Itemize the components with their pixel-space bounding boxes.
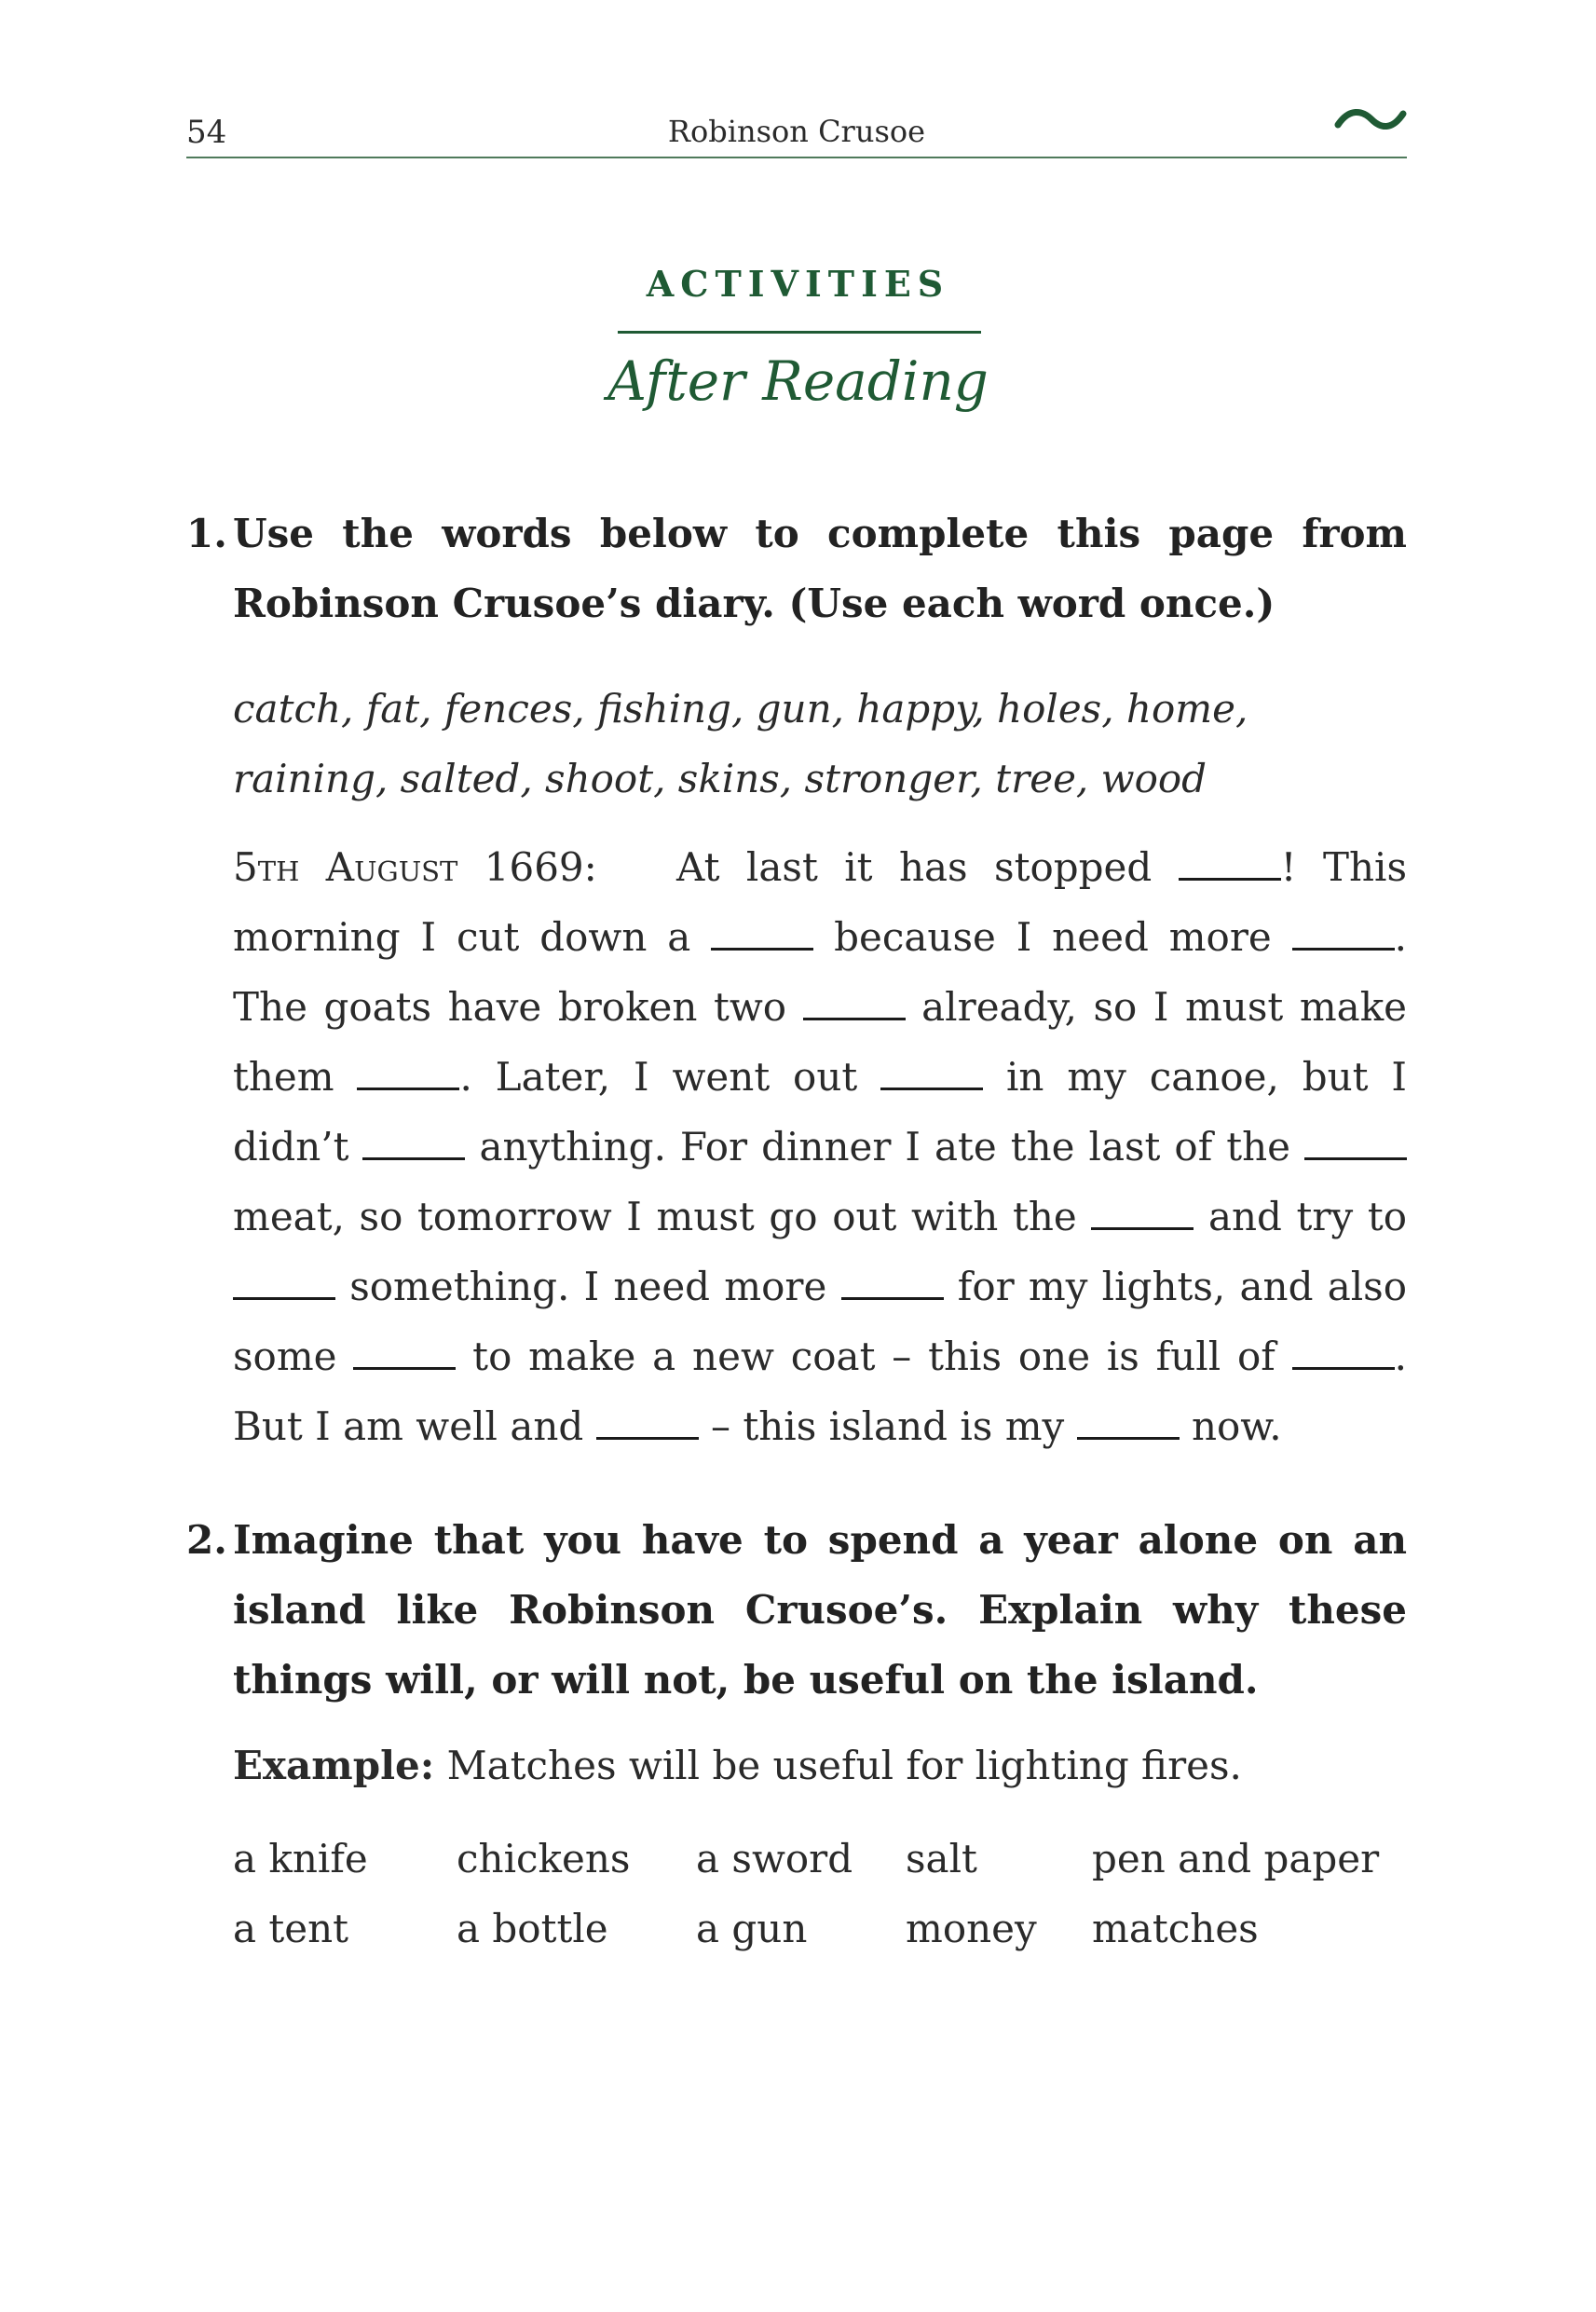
answer-blank[interactable]: [233, 1269, 335, 1300]
diary-text: already, so I must make them: [233, 984, 1407, 1100]
answer-blank[interactable]: [880, 1060, 983, 1090]
question-1-number: 1.: [186, 511, 227, 556]
answer-blank[interactable]: [711, 920, 813, 951]
diary-text: to make a new coat – this one is full of: [456, 1334, 1292, 1379]
answer-blank[interactable]: [1077, 1409, 1180, 1440]
diary-text: . The goats have broken two: [233, 914, 1407, 1030]
diary-text: something. I need more: [335, 1264, 841, 1309]
example-label: Example:: [233, 1743, 435, 1788]
diary-text: and try to: [1194, 1194, 1407, 1239]
example-text: Matches will be useful for lighting fires.: [434, 1743, 1242, 1788]
running-head: [186, 114, 1407, 157]
answer-blank[interactable]: [803, 990, 906, 1020]
items-row: [233, 1836, 1407, 1892]
diary-text: meat, so tomorrow I must go out with the: [233, 1194, 1092, 1239]
answer-blank[interactable]: [1292, 920, 1395, 951]
answer-blank[interactable]: [1091, 1199, 1194, 1230]
running-title: Robinson Crusoe: [667, 114, 926, 149]
answer-blank[interactable]: [1304, 1129, 1407, 1160]
answer-blank[interactable]: [357, 1060, 459, 1090]
item: a knife: [233, 1836, 368, 1881]
diary-text: . Later, I went out: [459, 1054, 881, 1100]
section-heading: ACTIVITIES: [646, 263, 950, 305]
diary-text: ! This morning I cut down a: [233, 844, 1408, 960]
tilde-ornament-icon: [1334, 104, 1407, 136]
diary-text: anything. For dinner I ate the last of the: [465, 1124, 1304, 1170]
word-bank: catch, fat, fences, fishing, gun, happy, holes, home, raining, salted, shoot, skins, stronger, tree, wood: [233, 686, 1248, 801]
question-2-instruction: Imagine that you have to spend a year alone on an island like Robinson Crusoe’s. Explain why these things will, or will not, be useful on the island.: [233, 1517, 1407, 1703]
item: a tent: [233, 1906, 349, 1951]
answer-blank[interactable]: [841, 1269, 944, 1300]
section-subheading: After Reading: [607, 349, 989, 413]
page-number: 54: [186, 114, 227, 151]
item: pen and paper: [1092, 1836, 1380, 1881]
answer-blank[interactable]: [362, 1129, 465, 1160]
heading-divider: [618, 331, 981, 334]
diary-passage: [233, 832, 1407, 1461]
question-2-number: 2.: [186, 1517, 227, 1563]
item: a sword: [696, 1836, 853, 1881]
item: chickens: [457, 1836, 631, 1881]
items-row: [233, 1906, 1407, 1962]
item: matches: [1092, 1906, 1259, 1951]
diary-text: in my canoe, but I didn’t: [233, 1054, 1407, 1170]
answer-blank[interactable]: [353, 1339, 456, 1370]
answer-blank[interactable]: [1292, 1339, 1395, 1370]
diary-date: 5th August 1669:: [233, 844, 597, 890]
answer-blank[interactable]: [1179, 850, 1281, 881]
diary-text: . But I am well and: [233, 1334, 1407, 1449]
question-1-instruction: Use the words below to complete this page from Robinson Crusoe’s diary. (Use each word once.): [233, 511, 1407, 626]
diary-text: for my lights, and also some: [233, 1264, 1408, 1379]
diary-text: At last it has stopped: [676, 844, 1179, 890]
diary-text: now.: [1179, 1403, 1282, 1449]
example-line: [233, 1743, 1242, 1788]
diary-text: because I need more: [813, 914, 1292, 960]
answer-blank[interactable]: [596, 1409, 699, 1440]
item: a bottle: [457, 1906, 608, 1951]
item: money: [906, 1906, 1037, 1951]
item: a gun: [696, 1906, 808, 1951]
diary-text: – this island is my: [698, 1403, 1077, 1449]
item: salt: [906, 1836, 977, 1881]
header-rule: [186, 157, 1407, 158]
